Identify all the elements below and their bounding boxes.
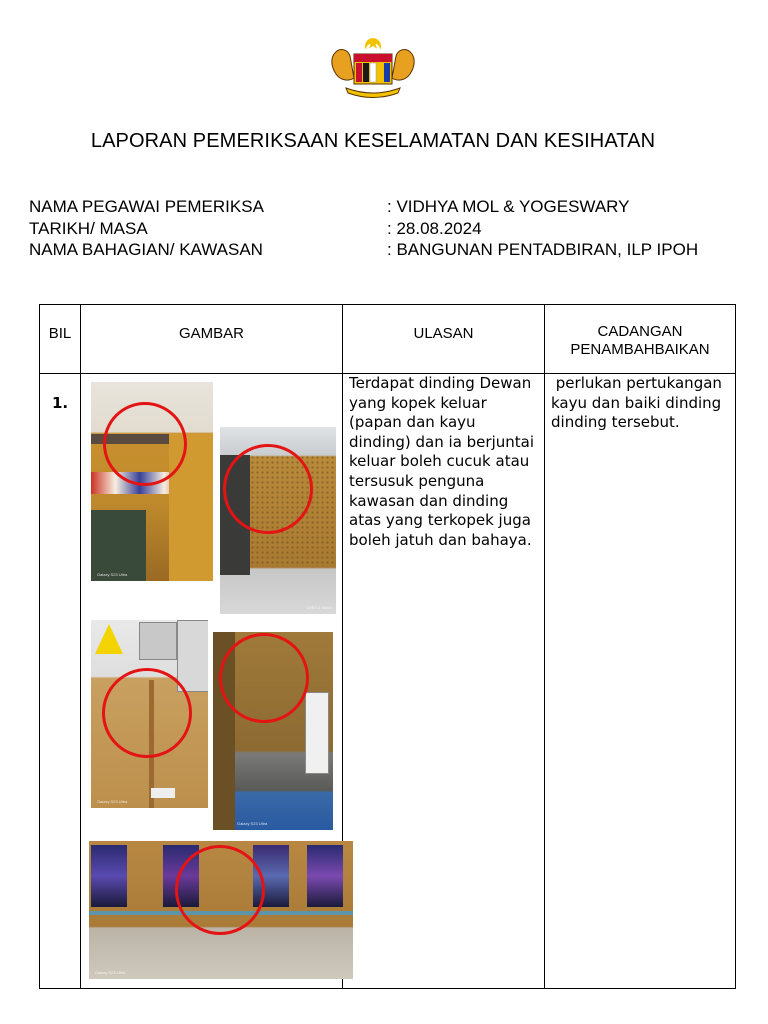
officer-label: NAMA PEGAWAI PEMERIKSA	[29, 197, 264, 216]
date-label: TARIKH/ MASA	[29, 218, 148, 238]
row-bil: 1.	[40, 374, 81, 989]
header-ulasan: ULASAN	[343, 305, 545, 374]
inspection-photo-3: Galaxy S23 Ultra	[91, 620, 208, 808]
inspection-photo-1: Galaxy S23 Ultra	[91, 382, 213, 581]
area-row	[29, 239, 698, 261]
header-cadangan: CADANGAN PENAMBAHBAIKAN	[545, 305, 736, 374]
row-gambar	[81, 374, 343, 989]
page-title: LAPORAN PEMERIKSAAN KESELAMATAN DAN KESIHATAN	[90, 130, 656, 152]
officer-value: : VIDHYA MOL & YOGESWARY	[387, 197, 630, 216]
area-value: : BANGUNAN PENTADBIRAN, ILP IPOH	[387, 240, 699, 259]
header-gambar: GAMBAR	[81, 305, 343, 374]
report-info	[29, 196, 698, 261]
malaysia-coat-of-arms-icon	[326, 36, 420, 98]
officer-row	[29, 196, 698, 218]
table-row	[40, 374, 736, 989]
date-row	[29, 218, 698, 240]
inspection-table	[39, 304, 736, 989]
date-value: : 28.08.2024	[387, 218, 482, 238]
header-bil: BIL	[40, 305, 81, 374]
inspection-photo-4: Galaxy S23 Ultra	[213, 632, 333, 830]
inspection-photo-5: Galaxy S23 Ultra	[89, 841, 353, 979]
row-cadangan: perlukan pertukangan kayu dan baiki dinding dinding tersebut.	[545, 374, 736, 989]
area-label: NAMA BAHAGIAN/ KAWASAN	[29, 240, 263, 259]
table-header-row	[40, 305, 736, 374]
inspection-photo-2: CHETU SAHA	[220, 427, 336, 614]
row-ulasan: Terdapat dinding Dewan yang kopek keluar (papan dan kayu dinding) dan ia berjuntai keluar boleh cucuk atau tersusuk penguna kawasan dan dinding atas yang terkopek juga boleh jatuh dan bahaya.	[343, 374, 545, 989]
